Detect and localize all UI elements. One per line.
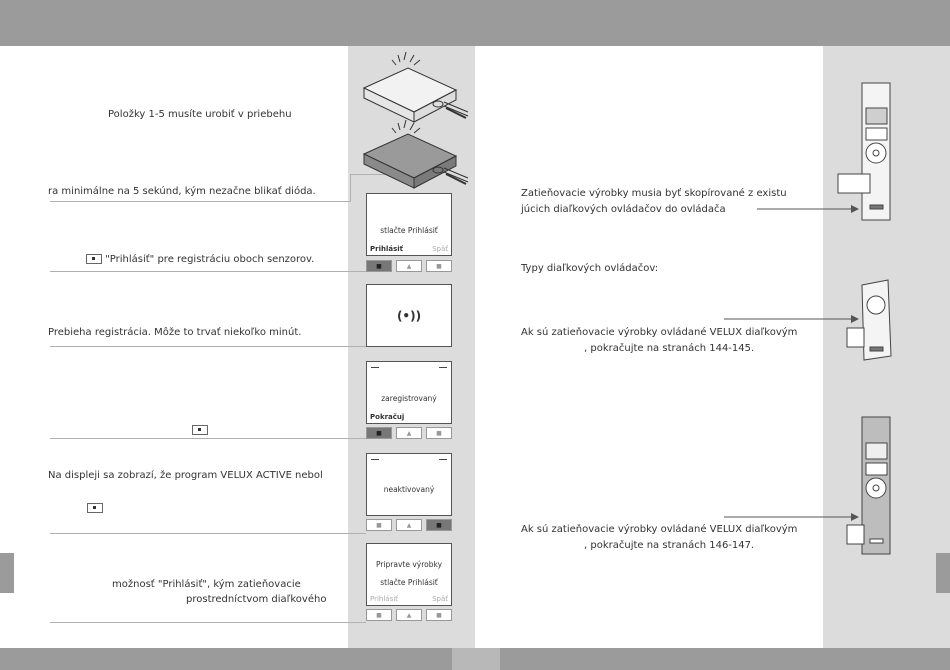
screen-text-1: Pripravte výrobky: [375, 560, 443, 569]
divider: [50, 622, 366, 623]
gutter-mark: [452, 648, 500, 670]
up-button[interactable]: ▲: [396, 519, 422, 531]
copy-text-line-2: júcich diaľkových ovládačov do ovládača: [521, 204, 726, 215]
softkey-left[interactable]: Pokračuj: [370, 413, 405, 421]
instruction-intro: Položky 1-5 musíte urobiť v priebehu: [108, 109, 292, 120]
signal-icon: (•)): [396, 309, 422, 323]
remote-types-heading: Typy diaľkových ovládačov:: [521, 263, 659, 274]
divider: [50, 533, 366, 534]
up-button[interactable]: ▲: [396, 609, 422, 621]
button-row-1: [366, 260, 452, 273]
up-button[interactable]: ▲: [396, 260, 422, 272]
softkey-right[interactable]: Späť: [432, 245, 448, 253]
screen-text: neaktivovaný: [383, 485, 435, 494]
button-row-5: [366, 609, 452, 622]
copy-text-line-1: Zatieňovacie výrobky musia byť skopírované z existu: [521, 188, 787, 199]
display-screen-4: [366, 453, 452, 516]
instruction-progress: Prebieha registrácia. Môže to trvať niekoľko minút.: [48, 327, 302, 338]
right-button[interactable]: ■: [426, 519, 452, 531]
screen-text: zaregistrovaný: [381, 394, 437, 403]
display-screen-5: [366, 543, 452, 606]
up-button[interactable]: ▲: [396, 427, 422, 439]
screen-text: stlačte Prihlásiť: [380, 226, 438, 235]
button-row-3: [366, 427, 452, 440]
divider: [50, 438, 366, 439]
instruction-not-activated: Na displeji sa zobrazí, že program VELUX ACTIVE nebol: [48, 470, 323, 481]
divider: [50, 271, 366, 272]
case1-line-2: , pokračujte na stranách 144-145.: [584, 343, 755, 354]
button-row-4: [366, 519, 452, 532]
stop-button-icon: [87, 503, 103, 513]
display-screen-2: [366, 284, 452, 347]
softkey-left[interactable]: Prihlásiť: [370, 245, 404, 253]
sensor-illustration: [356, 50, 471, 190]
instruction-register: "Prihlásiť" pre registráciu oboch senzorov.: [86, 252, 314, 268]
instruction-remote: prostredníctvom diaľkového: [186, 594, 327, 605]
display-screen-3: [366, 361, 452, 424]
left-button[interactable]: ■: [366, 427, 392, 439]
divider: [50, 346, 366, 347]
remote-illustrations: [700, 60, 950, 600]
leader-line: [350, 174, 351, 202]
case2-line-1: Ak sú zatieňovacie výrobky ovládané VELUX diaľkovým: [521, 524, 798, 535]
instruction-hold: ra minimálne na 5 sekúnd, kým nezačne blikať dióda.: [48, 186, 316, 197]
case1-line-1: Ak sú zatieňovacie výrobky ovládané VELUX diaľkovým: [521, 327, 798, 338]
screen-text-2: stlačte Prihlásiť: [380, 578, 438, 587]
case2-line-2: , pokračujte na stranách 146-147.: [584, 540, 755, 551]
display-screen-1: [366, 193, 452, 256]
softkey-right[interactable]: Späť: [432, 595, 448, 603]
continue-button-icon: [192, 425, 208, 435]
right-button[interactable]: ■: [426, 260, 452, 272]
top-band: [0, 0, 950, 46]
softkey-left[interactable]: Prihlásiť: [370, 595, 398, 603]
instruction-login-option: možnosť "Prihlásiť", kým zatieňovacie: [112, 579, 301, 590]
right-button[interactable]: ■: [426, 609, 452, 621]
left-button[interactable]: ■: [366, 260, 392, 272]
left-button[interactable]: ■: [366, 519, 392, 531]
left-button[interactable]: ■: [366, 609, 392, 621]
divider: [50, 201, 350, 202]
right-button[interactable]: ■: [426, 427, 452, 439]
login-button-icon: [86, 254, 102, 264]
left-page-tab: [0, 553, 14, 593]
